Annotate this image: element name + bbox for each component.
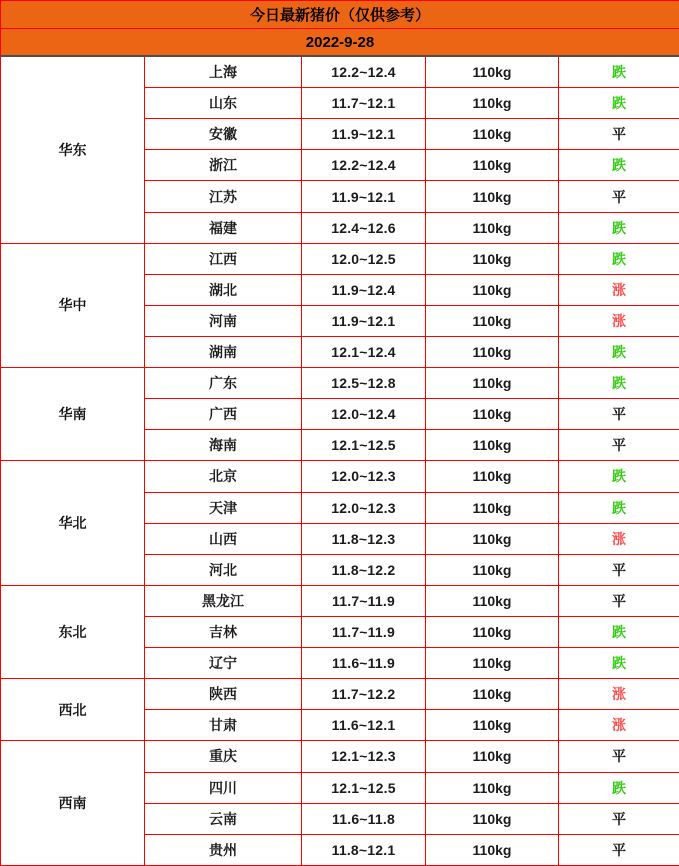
price-cell: 11.9~12.4: [302, 274, 426, 305]
weight-cell: 110kg: [426, 834, 559, 865]
price-cell: 11.7~12.2: [302, 679, 426, 710]
province-cell: 天津: [145, 492, 302, 523]
trend-cell: 跌: [559, 243, 679, 274]
trend-cell: 平: [559, 834, 679, 865]
weight-cell: 110kg: [426, 461, 559, 492]
province-cell: 浙江: [145, 150, 302, 181]
price-cell: 12.1~12.5: [302, 430, 426, 461]
province-cell: 贵州: [145, 834, 302, 865]
weight-cell: 110kg: [426, 243, 559, 274]
weight-cell: 110kg: [426, 56, 559, 88]
trend-cell: 平: [559, 585, 679, 616]
province-cell: 河北: [145, 554, 302, 585]
province-cell: 山东: [145, 88, 302, 119]
price-cell: 11.7~11.9: [302, 585, 426, 616]
price-cell: 11.8~12.3: [302, 523, 426, 554]
price-cell: 11.6~11.9: [302, 648, 426, 679]
table-row: [1, 679, 679, 710]
weight-cell: 110kg: [426, 710, 559, 741]
price-cell: 11.7~11.9: [302, 616, 426, 647]
weight-cell: 110kg: [426, 181, 559, 212]
trend-cell: 跌: [559, 648, 679, 679]
price-cell: 11.8~12.2: [302, 554, 426, 585]
weight-cell: 110kg: [426, 150, 559, 181]
price-cell: 11.9~12.1: [302, 305, 426, 336]
trend-cell: 跌: [559, 88, 679, 119]
price-cell: 11.7~12.1: [302, 88, 426, 119]
weight-cell: 110kg: [426, 399, 559, 430]
province-cell: 山西: [145, 523, 302, 554]
price-cell: 12.2~12.4: [302, 150, 426, 181]
weight-cell: 110kg: [426, 305, 559, 336]
trend-cell: 平: [559, 430, 679, 461]
trend-cell: 涨: [559, 679, 679, 710]
weight-cell: 110kg: [426, 585, 559, 616]
trend-cell: 跌: [559, 150, 679, 181]
price-cell: 12.1~12.3: [302, 741, 426, 772]
price-cell: 12.0~12.3: [302, 492, 426, 523]
trend-cell: 跌: [559, 368, 679, 399]
region-cell: 华北: [1, 461, 145, 585]
trend-cell: 平: [559, 181, 679, 212]
price-cell: 12.2~12.4: [302, 56, 426, 88]
table-row: [1, 461, 679, 492]
weight-cell: 110kg: [426, 430, 559, 461]
weight-cell: 110kg: [426, 368, 559, 399]
weight-cell: 110kg: [426, 616, 559, 647]
price-cell: 11.9~12.1: [302, 181, 426, 212]
date-row: [1, 29, 679, 57]
trend-cell: 跌: [559, 772, 679, 803]
trend-cell: 平: [559, 741, 679, 772]
province-cell: 甘肃: [145, 710, 302, 741]
trend-cell: 平: [559, 119, 679, 150]
province-cell: 上海: [145, 56, 302, 88]
price-cell: 12.1~12.4: [302, 337, 426, 368]
province-cell: 四川: [145, 772, 302, 803]
weight-cell: 110kg: [426, 741, 559, 772]
province-cell: 吉林: [145, 616, 302, 647]
weight-cell: 110kg: [426, 274, 559, 305]
price-cell: 12.1~12.5: [302, 772, 426, 803]
province-cell: 江苏: [145, 181, 302, 212]
province-cell: 湖北: [145, 274, 302, 305]
province-cell: 重庆: [145, 741, 302, 772]
region-cell: 华东: [1, 56, 145, 243]
weight-cell: 110kg: [426, 772, 559, 803]
weight-cell: 110kg: [426, 523, 559, 554]
trend-cell: 平: [559, 803, 679, 834]
page-title: 今日最新猪价（仅供参考）: [1, 1, 679, 29]
price-cell: 12.5~12.8: [302, 368, 426, 399]
trend-cell: 涨: [559, 523, 679, 554]
province-cell: 江西: [145, 243, 302, 274]
trend-cell: 跌: [559, 492, 679, 523]
trend-cell: 平: [559, 399, 679, 430]
weight-cell: 110kg: [426, 337, 559, 368]
province-cell: 陕西: [145, 679, 302, 710]
weight-cell: 110kg: [426, 119, 559, 150]
region-cell: 西北: [1, 679, 145, 741]
table-row: [1, 741, 679, 772]
trend-cell: 平: [559, 554, 679, 585]
trend-cell: 涨: [559, 305, 679, 336]
region-cell: 华南: [1, 368, 145, 461]
province-cell: 辽宁: [145, 648, 302, 679]
price-cell: 11.8~12.1: [302, 834, 426, 865]
trend-cell: 跌: [559, 616, 679, 647]
province-cell: 海南: [145, 430, 302, 461]
trend-cell: 涨: [559, 274, 679, 305]
region-cell: 华中: [1, 243, 145, 367]
trend-cell: 跌: [559, 461, 679, 492]
price-cell: 12.4~12.6: [302, 212, 426, 243]
price-cell: 12.0~12.3: [302, 461, 426, 492]
trend-cell: 涨: [559, 710, 679, 741]
province-cell: 广东: [145, 368, 302, 399]
province-cell: 湖南: [145, 337, 302, 368]
trend-cell: 跌: [559, 337, 679, 368]
weight-cell: 110kg: [426, 648, 559, 679]
province-cell: 广西: [145, 399, 302, 430]
price-cell: 12.0~12.4: [302, 399, 426, 430]
province-cell: 安徽: [145, 119, 302, 150]
region-cell: 西南: [1, 741, 145, 866]
price-cell: 11.6~11.8: [302, 803, 426, 834]
weight-cell: 110kg: [426, 554, 559, 585]
table-row: [1, 56, 679, 88]
province-cell: 云南: [145, 803, 302, 834]
weight-cell: 110kg: [426, 212, 559, 243]
price-cell: 11.9~12.1: [302, 119, 426, 150]
price-cell: 11.6~12.1: [302, 710, 426, 741]
weight-cell: 110kg: [426, 803, 559, 834]
weight-cell: 110kg: [426, 88, 559, 119]
date-header: 2022-9-28: [1, 29, 679, 57]
title-row: [1, 1, 679, 29]
province-cell: 北京: [145, 461, 302, 492]
province-cell: 黑龙江: [145, 585, 302, 616]
price-cell: 12.0~12.5: [302, 243, 426, 274]
trend-cell: 跌: [559, 56, 679, 88]
table-row: [1, 368, 679, 399]
province-cell: 河南: [145, 305, 302, 336]
table-row: [1, 585, 679, 616]
weight-cell: 110kg: [426, 679, 559, 710]
weight-cell: 110kg: [426, 492, 559, 523]
region-cell: 东北: [1, 585, 145, 678]
table-row: [1, 243, 679, 274]
province-cell: 福建: [145, 212, 302, 243]
trend-cell: 跌: [559, 212, 679, 243]
